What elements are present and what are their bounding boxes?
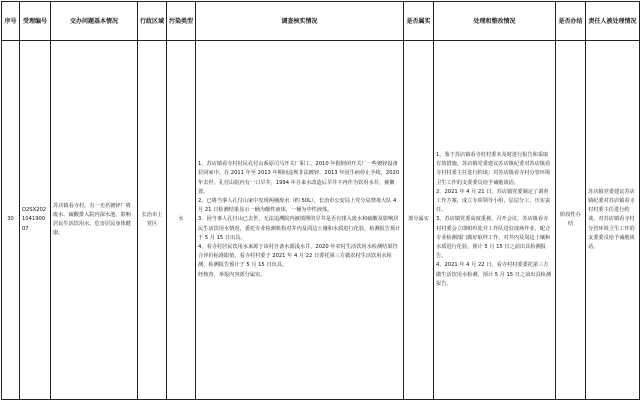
investigation-para-1: 1、苏店镇看寺村村民孔付山系原司马开关厂职工，2010 年据倒闭开关厂一些镀锌设备拉回家中，在 2011 年至 2013 年期间违规非法镀锌，2013 年因生病停止手续，2020 年去世。孔付山院内有一口旱井，1994 年自来水改造后旱井不再作为饮用水井，被搁置。 [198, 161, 400, 195]
header-closed: 是否办结 [556, 2, 586, 41]
cell-responsible: 苏店镇党委建议苏店镇纪委对苏店镇看寺村村委主任进行约谈，对苏店镇看寺村分管环境卫生工作的支委委员给予诫勉谈话。 [586, 41, 640, 400]
header-seq: 序号 [2, 2, 20, 41]
handling-para-4: 4、2021 年 4 月 22 日，看寺村村委委托第三方做生活饮用水检测，预计 5 月 15 日之前出具检测报告。 [436, 262, 552, 287]
header-region: 行政区域 [138, 2, 167, 41]
investigation-para-3: 3、因当事人孔付山已去世，无法追溯院内被填埋的旱井是否有排入废水和硫酸及影响居民生活饮用水情况，委托专业检测机构对井内及周边土壤和水质进行化验，检测报告预计于 5 月 15 日出具。 [198, 216, 401, 241]
investigation-para-4: 4、看寺村居民饮用水来源于该村自备水源浅水井，2020 年农村生活饮用水检测结果符合评价标准限值，看寺村村委于 2021 年 4 月 22 日委托第三方做农村生活饮用水检测，检测报告预计于 5 月 15 日出具。 [198, 244, 398, 269]
investigation-para-2: 2、已将当事人孔付山家中发现两桶废水（约 50L），长治市公安局上党分局禁毒大队 4 月 21 日检测结果显示一桶为酸性液体，一桶为中性液体。 [198, 197, 397, 214]
handling-para-3: 3、苏店镇党委高度重视，召开会议，苏店镇看寺村村委会立即组织处并工作队进驻现场作业，配合专业检测部门做好取样工作，对井内及周边土壤和水质进行化验，预计 5 月 15 日之前出具检测报告。 [436, 216, 551, 260]
header-code: 受理编号 [20, 2, 51, 41]
cell-investigation [196, 41, 404, 400]
report-table-container [1, 1, 639, 400]
investigation-conclusion: 经核查，举报内容部分属实。 [198, 271, 266, 278]
cell-handling [434, 41, 556, 400]
report-table [1, 1, 640, 400]
header-row [2, 2, 640, 41]
table-row [2, 41, 640, 400]
header-handling: 处理和整改情况 [434, 2, 556, 41]
cell-truth: 部分属实 [404, 41, 434, 400]
cell-region: 长治市上党区 [138, 41, 167, 400]
cell-code: D2SX202104190007 [20, 41, 51, 400]
header-responsible: 责任人被处理情况 [586, 2, 640, 41]
cell-issue: 苏店镇看寺村，有一无名镀锌厂将废水、硫酸排入院内深水池，影响居民生活饮用水，危害居民身体健康。 [51, 41, 138, 400]
header-truth: 是否属实 [404, 2, 434, 41]
header-issue: 交办问题基本情况 [51, 2, 138, 41]
handling-para-2: 2、2021 年 4 月 21 日，苏店镇党委制定了调查工作方案，成立专项领导小组，层层分工，压实责任。 [436, 188, 551, 214]
handling-para-1: 1、鉴于苏店镇看寺村村委未及时进行报告和采取有效措施，苏店镇党委建议苏店镇纪委对苏店镇看寺村村委主任进行约谈；对苏店镇看寺村分管环境卫生工作的支委委员给予诫勉谈话。 [436, 151, 551, 186]
cell-closed: 阶段性办结 [556, 41, 586, 400]
cell-seq: 30 [2, 41, 20, 400]
header-pollution: 污染类型 [167, 2, 196, 41]
header-investigation: 调查核实情况 [196, 2, 404, 41]
cell-pollution: 水 [167, 41, 196, 400]
